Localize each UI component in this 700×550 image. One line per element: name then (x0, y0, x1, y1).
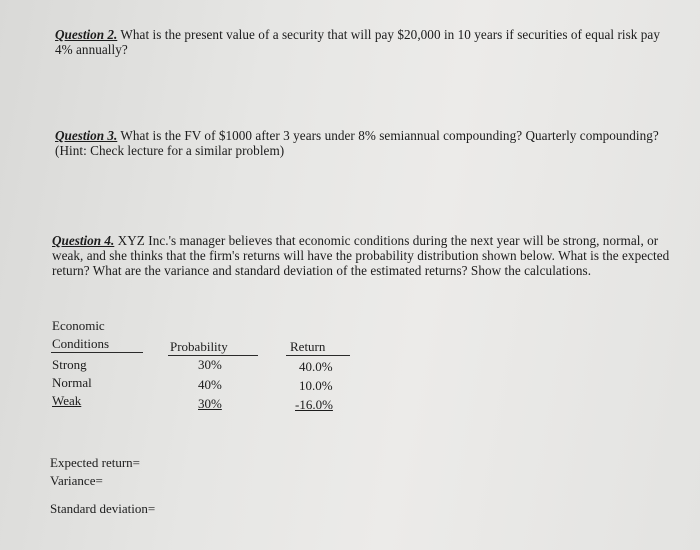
question-2-text: What is the present value of a security that will pay $20,000 in 10 years if securities of equal risk pay 4% annually? (55, 27, 660, 57)
row-weak-probability: 30% (198, 396, 222, 411)
question-3-label: Question 3. (55, 128, 118, 143)
question-4-label: Question 4. (52, 233, 115, 248)
header-conditions: Conditions (52, 336, 110, 351)
variance-label: Variance= (50, 473, 103, 488)
header-probability: Probability (170, 339, 228, 354)
question-3-text: What is the FV of $1000 after 3 years under 8% semiannual compounding? Quarterly compounding? (Hint: Check lecture for a similar problem) (55, 128, 659, 158)
row-normal-condition: Normal (52, 375, 92, 390)
header-underline-conditions (51, 352, 143, 353)
row-strong-condition: Strong (52, 357, 87, 372)
question-2 (55, 27, 675, 57)
header-underline-return (286, 355, 350, 356)
header-underline-probability (168, 355, 258, 356)
header-return: Return (290, 339, 326, 354)
question-4-text: XYZ Inc.'s manager believes that economic conditions during the next year will be strong, normal, or weak, and she thinks that the firm's returns will have the probability distribution shown below. What is the expected return? What are the variance and standard deviation of the estimated returns? Show the calculations. (52, 233, 670, 278)
question-4 (52, 233, 678, 278)
expected-return-label: Expected return= (50, 455, 140, 470)
question-2-label: Question 2. (55, 27, 118, 42)
header-economic: Economic (52, 318, 105, 333)
row-weak-return: -16.0% (295, 397, 333, 412)
standard-deviation-label: Standard deviation= (50, 501, 156, 516)
row-weak-condition: Weak (52, 393, 82, 408)
row-strong-return: 40.0% (299, 359, 333, 374)
row-normal-probability: 40% (198, 377, 222, 392)
question-3 (55, 128, 675, 158)
row-normal-return: 10.0% (299, 378, 333, 393)
row-strong-probability: 30% (198, 357, 222, 372)
